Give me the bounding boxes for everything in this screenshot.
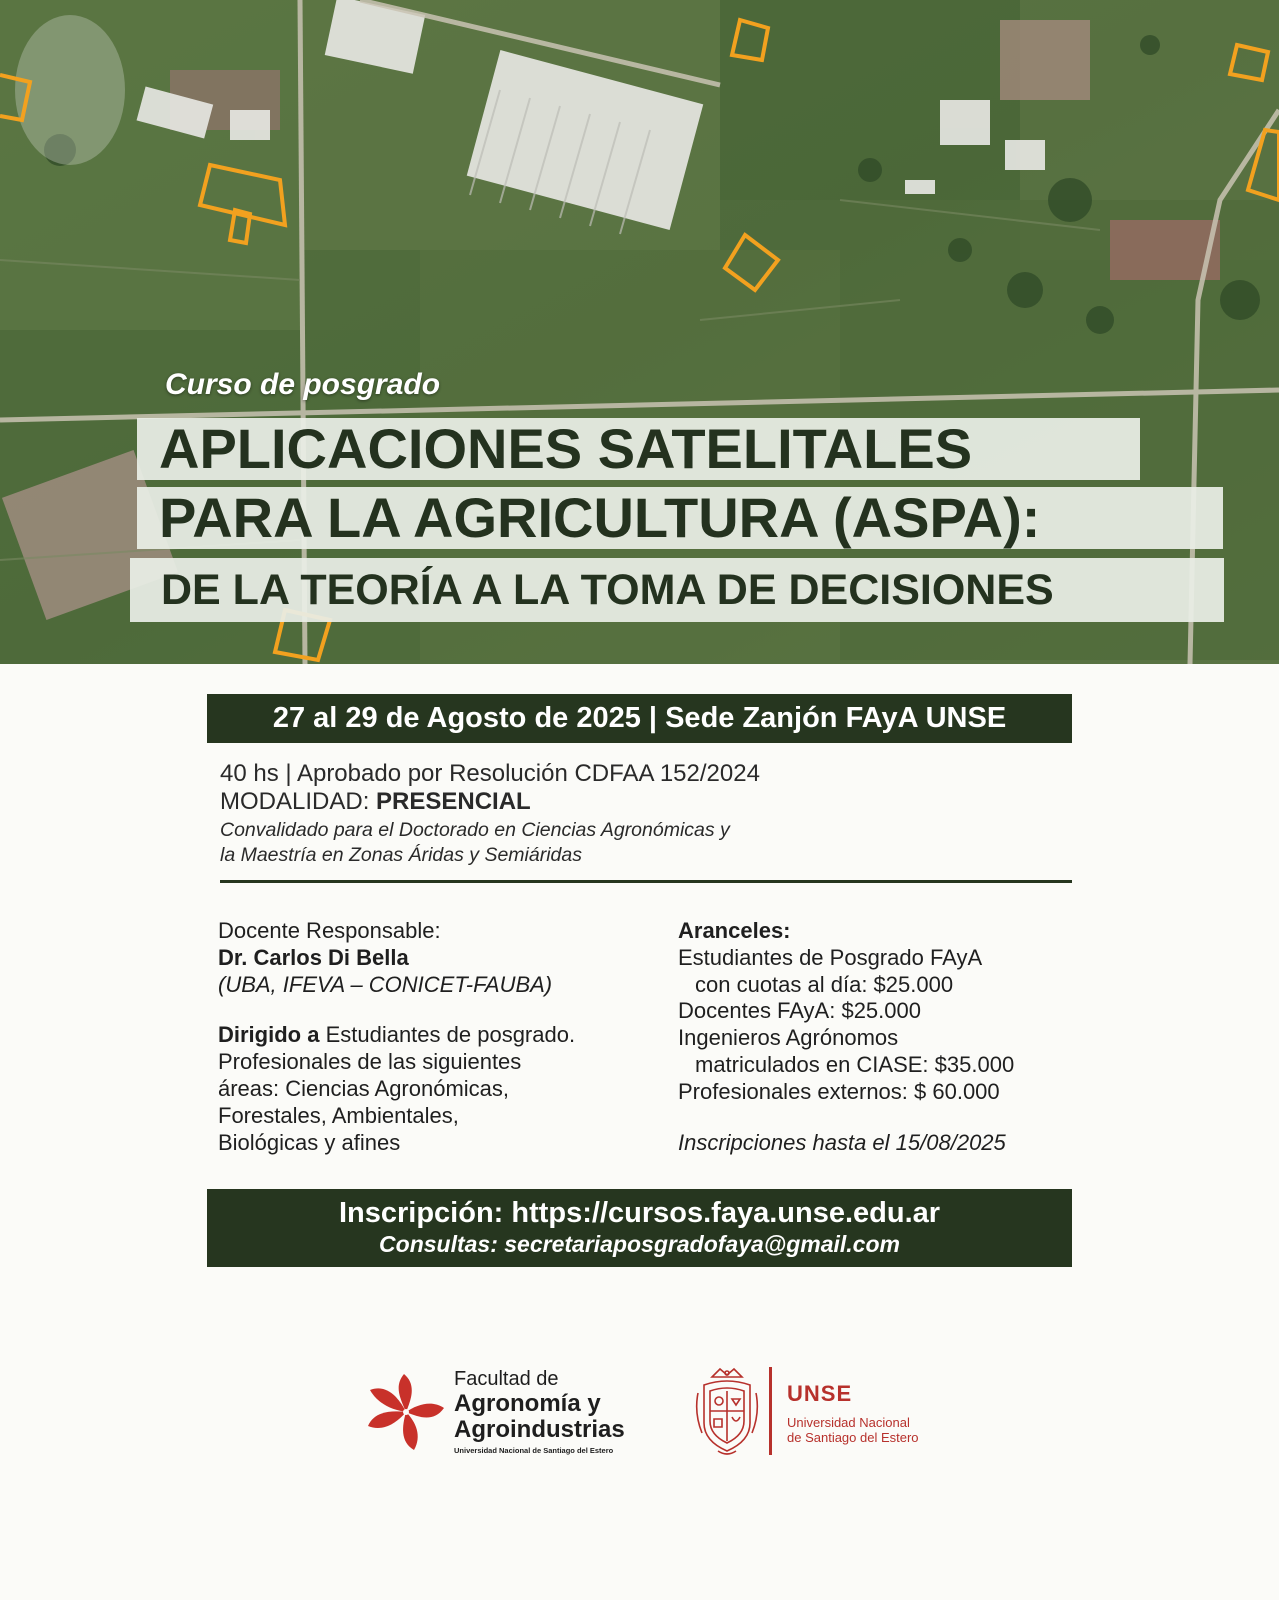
fee-item: Docentes FAyA: $25.000 xyxy=(678,998,921,1024)
fee-item: Estudiantes de Posgrado FAyA xyxy=(678,944,983,970)
audience-text: Estudiantes de posgrado. xyxy=(319,1022,576,1048)
audience-label: Dirigido a xyxy=(218,1022,320,1048)
unse-line-1: Universidad Nacional xyxy=(787,1415,910,1430)
teacher-label: Docente Responsable: xyxy=(218,918,441,943)
fee-item: con cuotas al día: $25.000 xyxy=(695,971,954,997)
fees-column xyxy=(678,918,1078,1156)
title-line-1: APLICACIONES SATELITALES xyxy=(137,418,1140,480)
unse-acronym: UNSE xyxy=(787,1381,853,1406)
teacher-audience-column xyxy=(218,918,658,1156)
modality-label: MODALIDAD: xyxy=(220,788,377,815)
audience-line-2: Profesionales de las siguientes xyxy=(218,1049,522,1075)
validation-line-1: Convalidado para el Doctorado en Ciencias Agronómicas y xyxy=(220,819,730,841)
course-kicker: Curso de posgrado xyxy=(165,368,441,401)
course-info xyxy=(220,760,1070,868)
date-venue-band: 27 al 29 de Agosto de 2025 | Sede Zanjón FAyA UNSE xyxy=(207,694,1072,743)
title-line-2: PARA LA AGRICULTURA (ASPA): xyxy=(137,487,1223,549)
unse-logo xyxy=(692,1363,952,1459)
title-line-3: DE LA TEORÍA A LA TOMA DE DECISIONES xyxy=(130,558,1224,622)
faya-line-4: Universidad Nacional de Santiago del Estero xyxy=(454,1446,614,1455)
registration-band xyxy=(207,1189,1072,1267)
audience-line-4: Forestales, Ambientales, xyxy=(218,1102,459,1128)
logo-separator xyxy=(769,1367,772,1455)
hours-approval: 40 hs | Aprobado por Resolución CDFAA 152/2024 xyxy=(220,760,760,787)
registration-deadline: Inscripciones hasta el 15/08/2025 xyxy=(678,1129,1006,1155)
teacher-name: Dr. Carlos Di Bella xyxy=(218,944,409,970)
faya-line-3: Agroindustrias xyxy=(454,1416,625,1443)
flower-icon xyxy=(360,1368,450,1458)
section-divider xyxy=(220,880,1072,883)
fee-item: Profesionales externos: $ 60.000 xyxy=(678,1078,1000,1104)
faya-line-1: Facultad de xyxy=(454,1368,559,1390)
unse-line-2: de Santiago del Estero xyxy=(787,1430,919,1445)
faya-line-2: Agronomía y xyxy=(454,1390,601,1417)
fee-item: Ingenieros Agrónomos xyxy=(678,1025,899,1051)
satellite-hero xyxy=(0,0,1279,664)
faya-logo xyxy=(360,1368,660,1458)
audience-line-3: áreas: Ciencias Agronómicas, xyxy=(218,1075,510,1101)
fee-item: matriculados en CIASE: $35.000 xyxy=(695,1051,1015,1077)
university-seal-icon xyxy=(692,1363,762,1459)
contact-email[interactable]: Consultas: secretariaposgradofaya@gmail.com xyxy=(379,1231,900,1257)
modality xyxy=(220,788,1070,816)
fees-title: Aranceles: xyxy=(678,918,791,943)
modality-value: PRESENCIAL xyxy=(376,788,531,815)
teacher-affiliation: (UBA, IFEVA – CONICET-FAUBA) xyxy=(218,971,553,997)
audience-line-5: Biológicas y afines xyxy=(218,1129,401,1155)
validation-line-2: la Maestría en Zonas Áridas y Semiáridas xyxy=(220,844,582,866)
registration-link[interactable]: Inscripción: https://cursos.faya.unse.edu.ar xyxy=(338,1197,941,1229)
audience-line-1 xyxy=(218,1022,658,1049)
